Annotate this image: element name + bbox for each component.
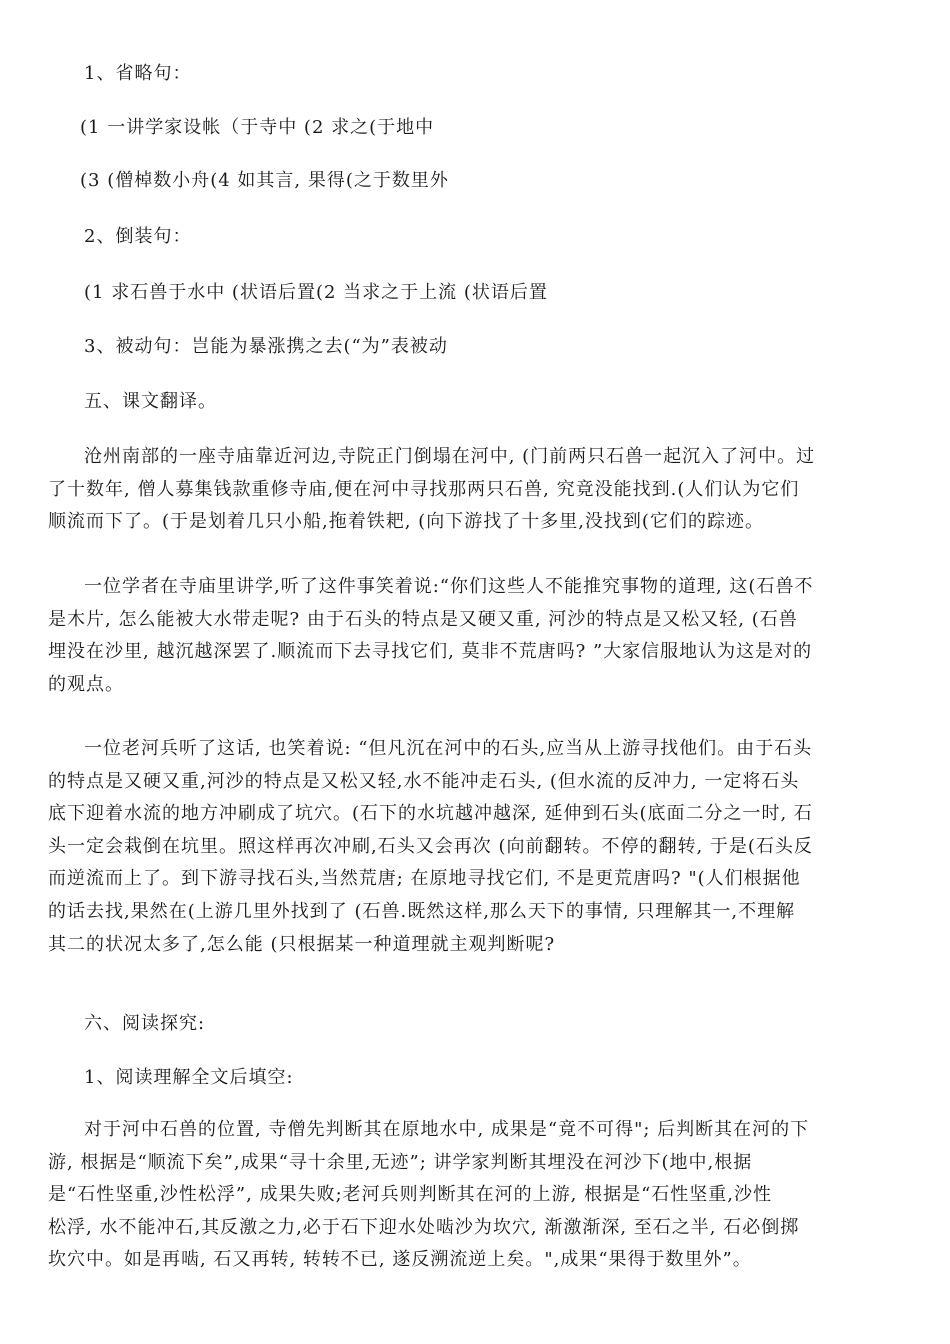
paragraph-line: 是“石性坚重,沙性松浮”, 成果失败;老河兵则判断其在河的上游, 根据是“石性坚重,沙性 (48, 1184, 772, 1206)
elliptical-example-1: (1 一讲学家设帐（于寺中 (2 求之(于地中 (80, 117, 435, 138)
paragraph-line: 底下迎着水流的地方冲刷成了坑穴。(石下的水坑越冲越深, 延伸到石头(底面二分之一时, 石 (48, 803, 813, 825)
inverted-example: (1 求石兽于水中 (状语后置(2 当求之于上流 (状语后置 (84, 282, 548, 303)
paragraph-line: 的特点是又硬又重,河沙的特点是又松又轻,水不能冲走石头, (但水流的反冲力, 一定将石头 (48, 770, 800, 792)
heading-inverted-sentences: 2、倒装句： (84, 226, 192, 247)
translation-paragraph-2 (48, 571, 906, 701)
paragraph-line: 是木片, 怎么能被大水带走呢? 由于石头的特点是又硬又重, 河沙的特点是又松又轻, (石兽 (48, 608, 798, 630)
section-6-subheading: 1、阅读理解全文后填空: (84, 1067, 294, 1088)
paragraph-line: 沧州南部的一座寺庙靠近河边,寺院正门倒塌在河中, (门前两只石兽一起沉入了河中。过 (84, 446, 816, 467)
translation-paragraph-3 (48, 733, 906, 961)
passive-sentence: 3、被动句：岂能为暴涨携之去(“为”表被动 (84, 336, 448, 357)
paragraph-line: 而逆流而上了。到下游寻找石头,当然荒唐; 在原地寻找它们, 不是更荒唐吗? "(人们根据他 (48, 868, 801, 890)
reading-paragraph (48, 1114, 906, 1277)
elliptical-example-2: (3 (僧棹数小舟(4 如其言, 果得(之于数里外 (80, 170, 449, 191)
paragraph-line: 埋没在沙里, 越沉越深罢了.顺流而下去寻找它们, 莫非不荒唐吗? ”大家信服地认为这是对的 (48, 641, 813, 663)
translation-paragraph-1 (48, 441, 906, 539)
section-6-title: 六、阅读探究: (84, 1013, 206, 1034)
heading-elliptical-sentences: 1、省略句： (84, 63, 192, 84)
paragraph-line: 一位老河兵听了这话, 也笑着说: “但凡沉在河中的石头,应当从上游寻找他们。由于石头 (84, 738, 813, 759)
paragraph-line: 顺流而下了。(于是划着几只小船,拖着铁耙, (向下游找了十多里,没找到(它们的踪迹。 (48, 511, 764, 533)
paragraph-line: 的观点。 (48, 673, 124, 695)
paragraph-line: 对于河中石兽的位置, 寺僧先判断其在原地水中, 成果是“竟不可得"; 后判断其在河的下 (84, 1119, 810, 1140)
paragraph-line: 头一定会栽倒在坑里。照这样再次冲刷,石头又会再次 (向前翻转。不停的翻转, 于是(石头反 (48, 835, 813, 857)
paragraph-line: 坎穴中。如是再啮, 石又再转, 转转不已, 遂反溯流逆上矣。",成果“果得于数里外”。 (48, 1249, 752, 1271)
paragraph-line: 松浮, 水不能冲石,其反激之力,必于石下迎水处啮沙为坎穴, 渐激渐深, 至石之半, 石必倒掷 (48, 1216, 800, 1238)
section-5-title: 五、课文翻译。 (84, 391, 217, 412)
paragraph-line: 其二的状况太多了,怎么能 (只根据某一种道理就主观判断呢? (48, 933, 556, 955)
paragraph-line: 的话去找,果然在(上游几里外找到了 (石兽.既然这样,那么天下的事情, 只理解其一,不理解 (48, 900, 796, 922)
paragraph-line: 游, 根据是“顺流下矣”,成果“寻十余里,无迹”; 讲学家判断其埋没在河沙下(地中,根据 (48, 1151, 753, 1173)
paragraph-line: 了十数年, 僧人募集钱款重修寺庙,便在河中寻找那两只石兽, 究竟没能找到.(人们认为它们 (48, 478, 800, 500)
paragraph-line: 一位学者在寺庙里讲学,听了这件事笑着说:“你们这些人不能推究事物的道理, 这(石兽不 (84, 576, 814, 597)
